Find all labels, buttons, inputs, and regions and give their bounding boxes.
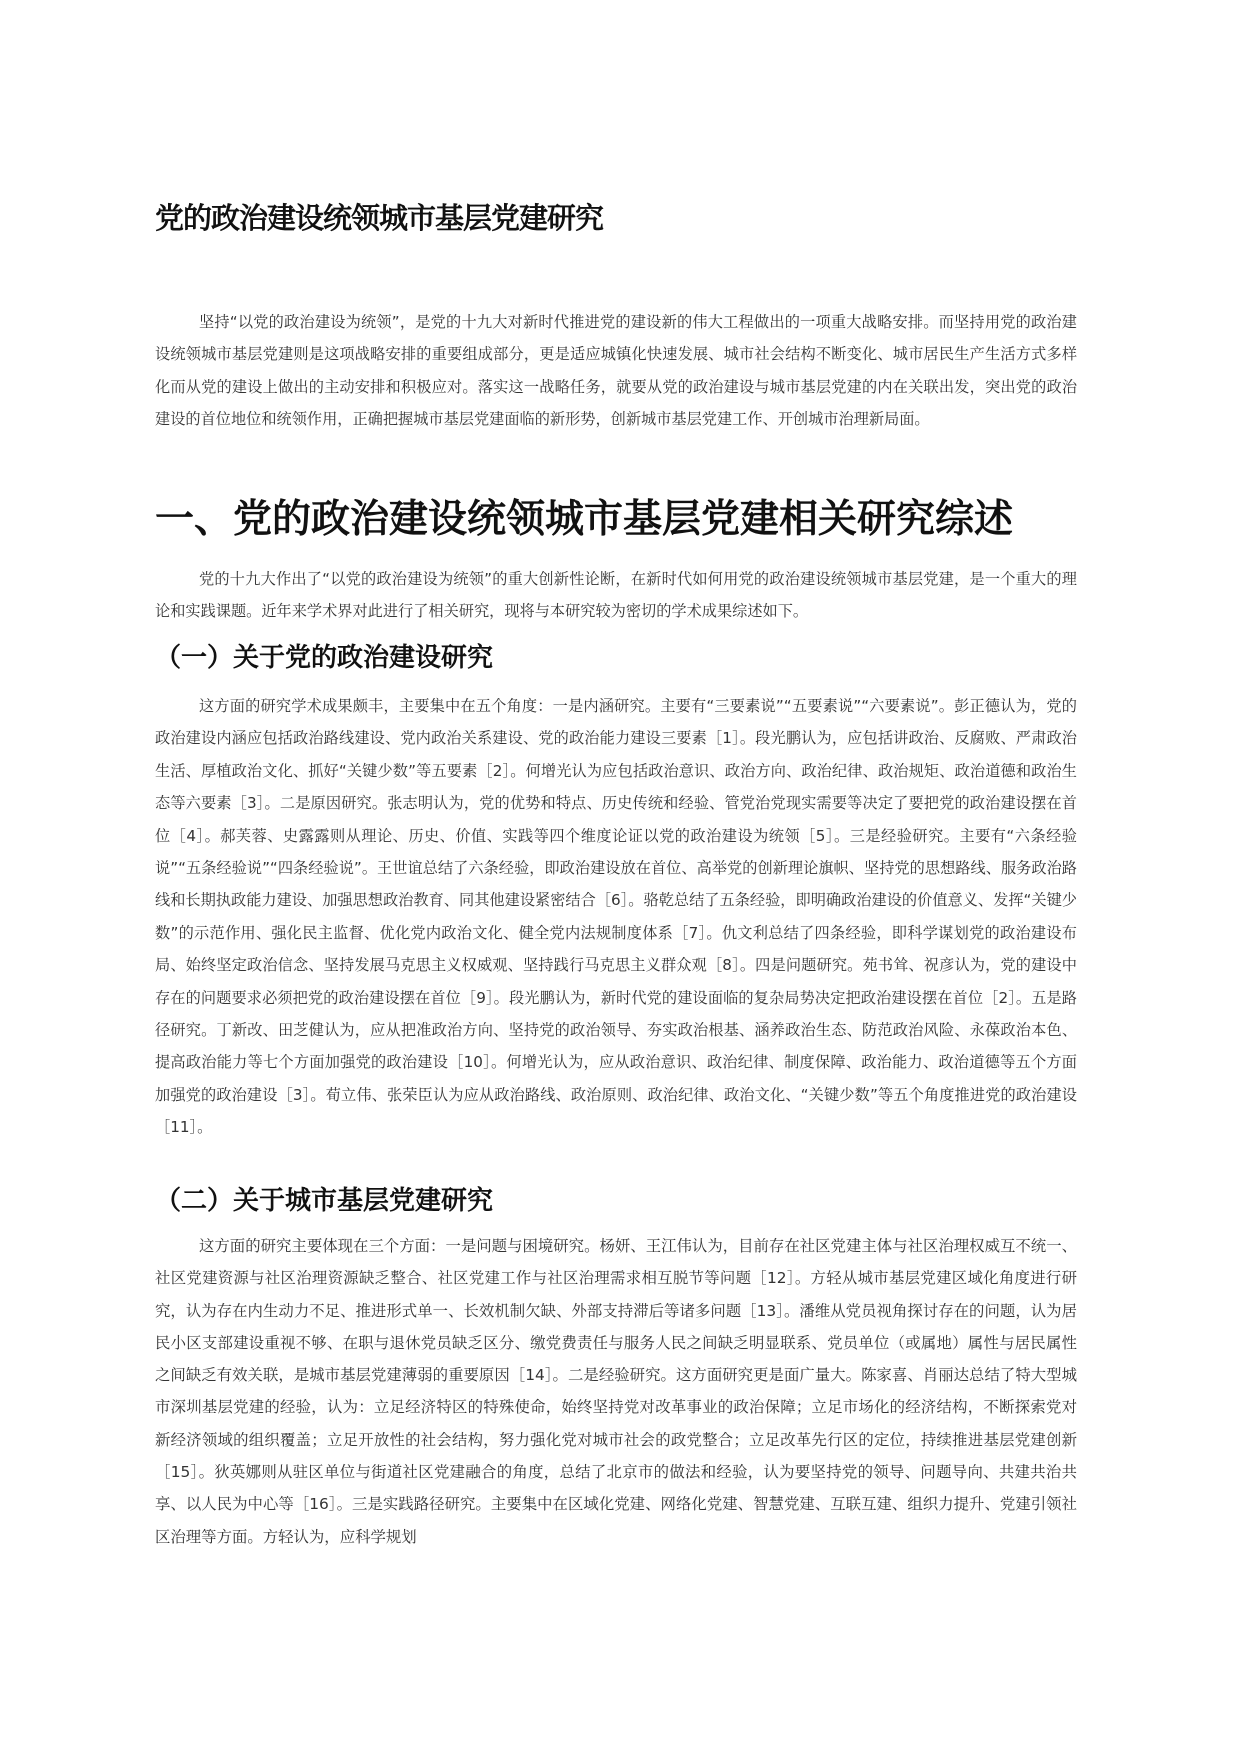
section-1-heading: 一、党的政治建设统领城市基层党建相关研究综述 <box>155 497 1014 542</box>
section-1-intro-paragraph: 党的十九大作出了“以党的政治建设为统领”的重大创新性论断，在新时代如何用党的政治建设统领城市基层党建，是一个重大的理论和实践课题。近年来学术界对此进行了相关研究，现将与本研究较为密切的学术成果综述如下。 <box>155 570 1077 621</box>
subsection-political-construction-body: 这方面的研究学术成果颇丰，主要集中在五个角度：一是内涵研究。主要有“三要素说”“五要素说”“六要素说”。彭正德认为，党的政治建设内涵应包括政治路线建设、党内政治关系建设、党的政治能力建设三要素［1］。段光鹏认为，应包括讲政治、反腐败、严肃政治生活、厚植政治文化、抓好“关键少数”等五要素［2］。何增光认为应包括政治意识、政治方向、政治纪律、政治规矩、政治道德和政治生态等六要素［3］。二是原因研究。张志明认为，党的优势和特点、历史传统和经验、管党治党现实需要等决定了要把党的政治建设摆在首位［4］。郝芙蓉、史露露则从理论、历史、价值、实践等四个维度论证以党的政治建设为统领［5］。三是经验研究。主要有“六条经验说”“五条经验说”“四条经验说”。王世谊总结了六条经验，即政治建设放在首位、高举党的创新理论旗帜、坚持党的思想路线、服务政治路线和长期执政能力建设、加强思想政治教育、同其他建设紧密结合［6］。骆乾总结了五条经验，即明确政治建设的价值意义、发挥“关键少数”的示范作用、强化民主监督、优化党内政治文化、健全党内法规制度体系［7］。仇文利总结了四条经验，即科学谋划党的政治建设布局、始终坚定政治信念、坚持发展马克思主义权威观、坚持践行马克思主义群众观［8］。四是问题研究。苑书耸、祝彦认为，党的建设中存在的问题要求必须把党的政治建设摆在首位［9］。段光鹏认为，新时代党的建设面临的复杂局势决定把政治建设摆在首位［2］。五是路径研究。丁新改、田芝健认为，应从把准政治方向、坚持党的政治领导、夯实政治根基、涵养政治生态、防范政治风险、永葆政治本色、提高政治能力等七个方面加强党的政治建设［10］。何增光认为，应从政治意识、政治纪律、制度保障、政治能力、政治道德等五个方面加强党的政治建设［3］。荀立伟、张荣臣认为应从政治路线、政治原则、政治纪律、政治文化、“关键少数”等五个角度推进党的政治建设［11］。 <box>155 697 1077 1137</box>
subsection-urban-grassroots-body: 这方面的研究主要体现在三个方面：一是问题与困境研究。杨妍、王江伟认为，目前存在社区党建主体与社区治理权威互不统一、社区党建资源与社区治理资源缺乏整合、社区党建工作与社区治理需求相互脱节等问题［12］。方轻从城市基层党建区域化角度进行研究，认为存在内生动力不足、推进形式单一、长效机制欠缺、外部支持滞后等诸多问题［13］。潘维从党员视角探讨存在的问题，认为居民小区支部建设重视不够、在职与退休党员缺乏区分、缴党费责任与服务人民之间缺乏明显联系、党员单位（或属地）属性与居民属性之间缺乏有效关联，是城市基层党建薄弱的重要原因［14］。二是经验研究。这方面研究更是面广量大。陈家喜、肖丽达总结了特大型城市深圳基层党建的经验，认为：立足经济特区的特殊使命，始终坚持党对改革事业的政治保障；立足市场化的经济结构，不断探索党对新经济领域的组织覆盖；立足开放性的社会结构，努力强化党对城市社会的政党整合；立足改革先行区的定位，持续推进基层党建创新［15］。狄英娜则从驻区单位与街道社区党建融合的角度，总结了北京市的做法和经验，认为要坚持党的领导、问题导向、共建共治共享、以人民为中心等［16］。三是实践路径研究。主要集中在区域化党建、网络化党建、智慧党建、互联互建、组织力提升、党建引领社区治理等方面。方轻认为，应科学规划 <box>155 1237 1077 1546</box>
subsection-urban-grassroots-heading: （二）关于城市基层党建研究 <box>155 1186 494 1216</box>
document-title: 党的政治建设统领城市基层党建研究 <box>155 201 604 235</box>
subsection-political-construction-heading: （一）关于党的政治建设研究 <box>155 643 494 673</box>
intro-paragraph: 坚持“以党的政治建设为统领”，是党的十九大对新时代推进党的建设新的伟大工程做出的一项重大战略安排。而坚持用党的政治建设统领城市基层党建则是这项战略安排的重要组成部分，更是适应城镇化快速发展、城市社会结构不断变化、城市居民生产生活方式多样化而从党的建设上做出的主动安排和积极应对。落实这一战略任务，就要从党的政治建设与城市基层党建的内在关联出发，突出党的政治建设的首位地位和统领作用，正确把握城市基层党建面临的新形势，创新城市基层党建工作、开创城市治理新局面。 <box>155 313 1077 428</box>
